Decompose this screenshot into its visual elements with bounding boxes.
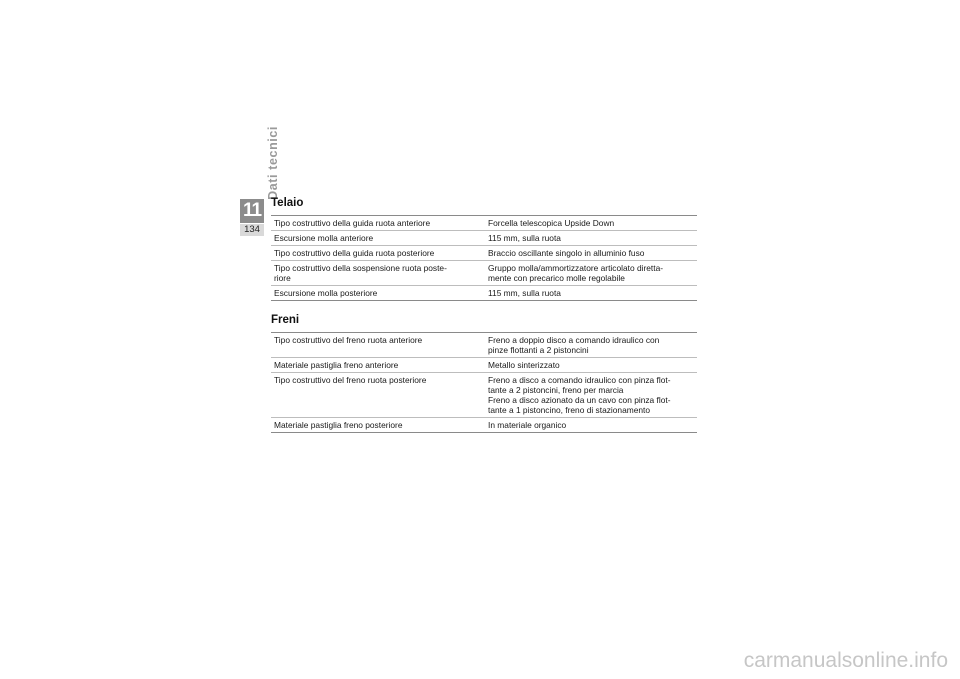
spec-label — [271, 358, 485, 373]
spec-value — [485, 246, 697, 261]
spec-label-line: Escursione molla anteriore — [274, 233, 374, 243]
spec-value-line: Braccio oscillante singolo in alluminio fuso — [488, 248, 645, 258]
spec-value — [485, 418, 697, 433]
spec-value-line: Metallo sinterizzato — [488, 360, 560, 370]
spec-label — [271, 231, 485, 246]
spec-label-line: Materiale pastiglia freno anteriore — [274, 360, 399, 370]
table-row — [271, 216, 697, 231]
watermark: carmanualsonline.info — [743, 649, 948, 672]
spec-value-line: pinze flottanti a 2 pistoncini — [488, 345, 589, 355]
spec-label-line: Escursione molla posteriore — [274, 288, 378, 298]
table-row — [271, 358, 697, 373]
table-row — [271, 333, 697, 358]
spec-label-line: Tipo costruttivo del freno ruota anteriore — [274, 335, 423, 345]
spec-table — [271, 215, 697, 301]
spec-label-line: Materiale pastiglia freno posteriore — [274, 420, 403, 430]
table-row — [271, 246, 697, 261]
spec-value-line: In materiale organico — [488, 420, 567, 430]
spec-label — [271, 333, 485, 358]
chapter-tab — [240, 199, 264, 236]
spec-value-line: tante a 2 pistoncini, freno per marcia — [488, 385, 624, 395]
spec-label-line: Tipo costruttivo del freno ruota posteriore — [274, 375, 427, 385]
spec-value-line: Forcella telescopica Upside Down — [488, 218, 615, 228]
table-row — [271, 286, 697, 301]
spec-value — [485, 286, 697, 301]
spec-value — [485, 216, 697, 231]
spec-value — [485, 261, 697, 286]
spec-value-line: 115 mm, sulla ruota — [488, 233, 561, 243]
spec-content — [271, 196, 697, 433]
spec-label-line: riore — [274, 273, 291, 283]
page-number: 134 — [240, 224, 264, 236]
table-row — [271, 418, 697, 433]
table-row — [271, 261, 697, 286]
spec-label — [271, 373, 485, 418]
spec-value-line: Freno a disco azionato da un cavo con pinza flot- — [488, 395, 671, 405]
spec-sections — [271, 196, 697, 433]
spec-value — [485, 231, 697, 246]
spec-value-line: Gruppo molla/ammortizzatore articolato diretta- — [488, 263, 664, 273]
section-gap — [271, 301, 697, 313]
spec-label-line: Tipo costruttivo della guida ruota anteriore — [274, 218, 431, 228]
spec-value-line: 115 mm, sulla ruota — [488, 288, 561, 298]
table-row — [271, 373, 697, 418]
spec-label — [271, 216, 485, 231]
chapter-number: 11 — [240, 199, 264, 223]
table-row — [271, 231, 697, 246]
spec-value — [485, 333, 697, 358]
spec-label — [271, 286, 485, 301]
spec-value — [485, 358, 697, 373]
spec-value-line: Freno a doppio disco a comando idraulico con — [488, 335, 660, 345]
chapter-title: Dati tecnici — [266, 126, 280, 200]
section-title: Telaio — [271, 197, 304, 209]
spec-table — [271, 332, 697, 433]
spec-label — [271, 261, 485, 286]
spec-label-line: Tipo costruttivo della sospensione ruota poste- — [274, 263, 447, 273]
spec-value-line: tante a 1 pistoncino, freno di stazionamento — [488, 405, 651, 415]
spec-label-line: Tipo costruttivo della guida ruota posteriore — [274, 248, 435, 258]
spec-value-line: Freno a disco a comando idraulico con pinza flot- — [488, 375, 671, 385]
spec-value — [485, 373, 697, 418]
section-title: Freni — [271, 314, 300, 326]
spec-label — [271, 418, 485, 433]
spec-label — [271, 246, 485, 261]
spec-value-line: mente con precarico molle regolabile — [488, 273, 625, 283]
